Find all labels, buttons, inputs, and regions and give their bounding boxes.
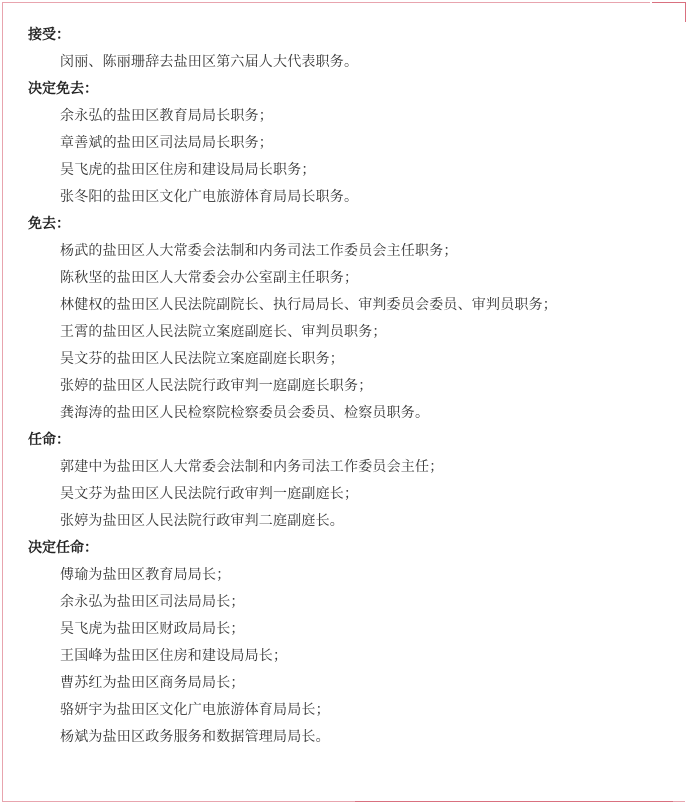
notice-line: 林健权的盐田区人民法院副院长、执行局局长、审判委员会委员、审判员职务；: [60, 297, 557, 313]
top-right-corner-accent: [652, 2, 686, 22]
notice-line: 龚海涛的盐田区人民检察院检察委员会委员、检察员职务。: [60, 405, 430, 421]
notice-line: 曹苏红为盐田区商务局局长；: [60, 675, 245, 691]
section-title: 任命：: [28, 432, 70, 448]
notice-line: 张冬阳的盐田区文化广电旅游体育局局长职务。: [60, 189, 359, 205]
section-title: 免去：: [28, 216, 70, 232]
appointment-notice: [28, 22, 668, 751]
notice-line: 章善斌的盐田区司法局局长职务；: [60, 135, 273, 151]
notice-line: 吴文芬的盐田区人民法院立案庭副庭长职务；: [60, 351, 344, 367]
notice-line: 张婷的盐田区人民法院行政审判一庭副庭长职务；: [60, 378, 373, 394]
notice-line: 余永弘为盐田区司法局局长；: [60, 594, 245, 610]
notice-line: 骆妍宇为盐田区文化广电旅游体育局局长；: [60, 702, 330, 718]
notice-line: 王国峰为盐田区住房和建设局局长；: [60, 648, 288, 664]
notice-line: 郭建中为盐田区人大常委会法制和内务司法工作委员会主任；: [60, 459, 444, 475]
notice-line: 余永弘的盐田区教育局局长职务；: [60, 108, 273, 124]
notice-line: 杨武的盐田区人大常委会法制和内务司法工作委员会主任职务；: [60, 243, 458, 259]
bottom-right-accent-line: [355, 801, 673, 802]
notice-line: 杨斌为盐田区政务服务和数据管理局局长。: [60, 729, 330, 745]
section-appoint: [28, 427, 668, 535]
section-accept: [28, 22, 668, 76]
notice-line: 吴飞虎为盐田区财政局局长；: [60, 621, 245, 637]
notice-line: 陈秋坚的盐田区人大常委会办公室副主任职务；: [60, 270, 359, 286]
section-title: 决定任命：: [28, 540, 98, 556]
section-title: 决定免去：: [28, 81, 98, 97]
notice-line: 傅瑜为盐田区教育局局长；: [60, 567, 231, 583]
section-decide-remove: [28, 76, 668, 211]
section-remove: [28, 211, 668, 427]
notice-line: 王霄的盐田区人民法院立案庭副庭长、审判员职务；: [60, 324, 387, 340]
notice-line: 吴飞虎的盐田区住房和建设局局长职务；: [60, 162, 316, 178]
notice-line: 张婷为盐田区人民法院行政审判二庭副庭长。: [60, 513, 344, 529]
notice-line: 闵丽、陈丽珊辞去盐田区第六届人大代表职务。: [60, 54, 359, 70]
notice-line: 吴文芬为盐田区人民法院行政审判一庭副庭长；: [60, 486, 359, 502]
section-decide-appoint: [28, 535, 668, 751]
section-title: 接受：: [28, 27, 70, 43]
